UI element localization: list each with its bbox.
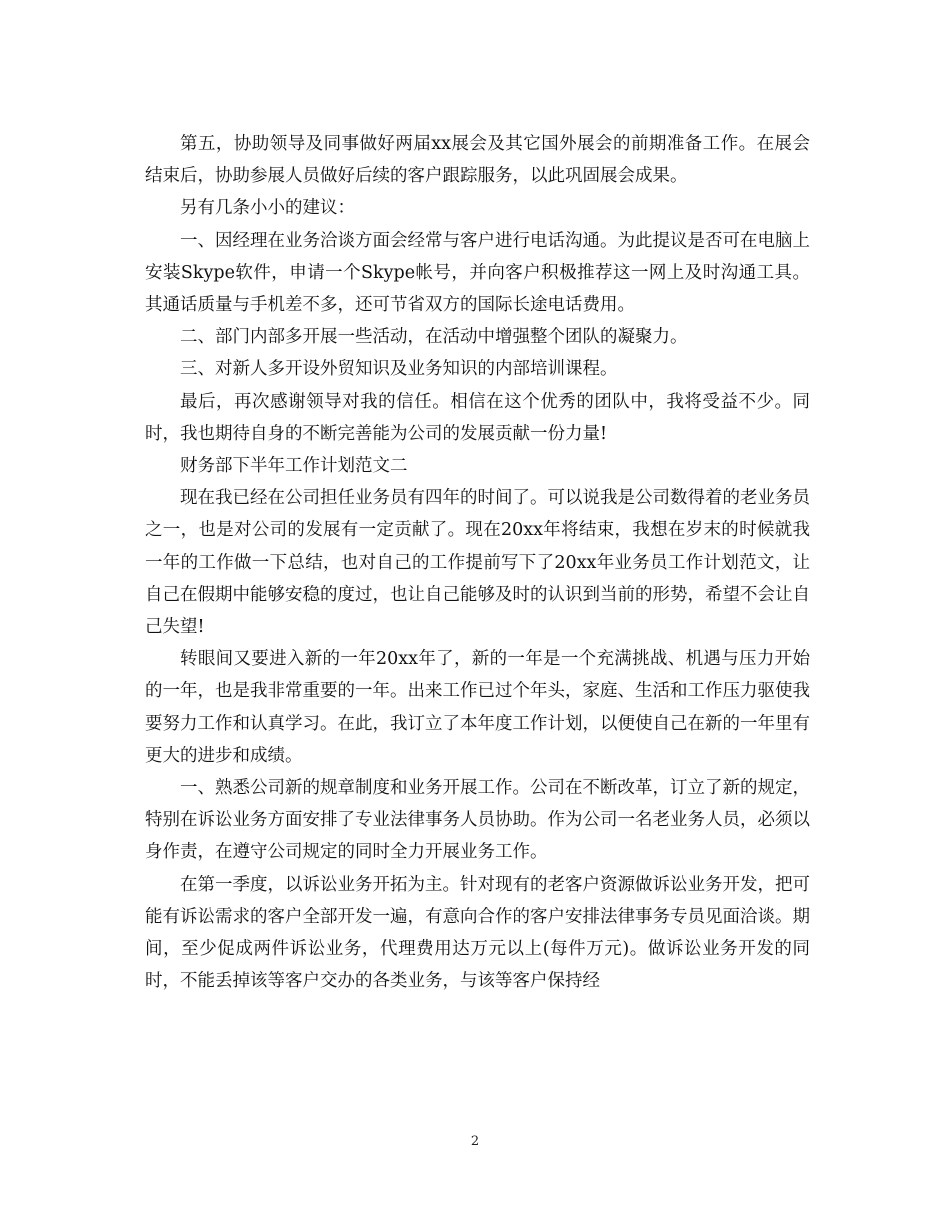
section-heading: 财务部下半年工作计划范文二 [180,456,408,477]
paragraph-4: 二、部门内部多开展一些活动，在活动中增强整个团队的凝聚力。 [180,327,688,348]
paragraph-1: 第五，协助领导及同事做好两届xx展会及其它国外展会的前期准备工作。在展会结束后，协助参展人员做好后续的客户跟踪服务，以此巩固展会成果。 [145,134,810,187]
page-number: 2 [470,1134,480,1149]
paragraph-9: 一、熟悉公司新的规章制度和业务开展工作。公司在不断改革，订立了新的规定，特别在诉讼业务方面安排了专业法律事务人员协助。作为公司一名老业务人员，必须以身作责，在遵守公司规定的同时全力开展业务工作。 [145,778,810,863]
paragraph-6: 最后，再次感谢领导对我的信任。相信在这个优秀的团队中，我将受益不少。同时，我也期待自身的不断完善能为公司的发展贡献一份力量! [145,391,810,444]
paragraph-7: 现在我已经在公司担任业务员有四年的时间了。可以说我是公司数得着的老业务员之一，也是对公司的发展有一定贡献了。现在20xx年将结束，我想在岁末的时候就我一年的工作做一下总结，也对自己的工作提前写下了20xx年业务员工作计划范文，让自己在假期中能够安稳的度过，也让自己能够及时的认识到当前的形势，希望不会让自己失望! [145,488,810,638]
paragraph-2: 另有几条小小的建议： [180,198,355,219]
document-body [145,128,810,997]
paragraph-5: 三、对新人多开设外贸知识及业务知识的内部培训课程。 [180,359,618,380]
paragraph-3: 一、因经理在业务洽谈方面会经常与客户进行电话沟通。为此提议是否可在电脑上安装Skype软件，申请一个Skype帐号，并向客户积极推荐这一网上及时沟通工具。其通话质量与手机差不多，还可节省双方的国际长途电话费用。 [145,230,810,316]
paragraph-10: 在第一季度，以诉讼业务开拓为主。针对现有的老客户资源做诉讼业务开发，把可能有诉讼需求的客户全部开发一遍，有意向合作的客户安排法律事务专员见面洽谈。期间，至少促成两件诉讼业务，代理费用达万元以上(每件万元)。做诉讼业务开发的同时，不能丢掉该等客户交办的各类业务，与该等客户保持经 [145,874,810,992]
paragraph-8: 转眼间又要进入新的一年20xx年了，新的一年是一个充满挑战、机遇与压力开始的一年，也是我非常重要的一年。出来工作已过个年头，家庭、生活和工作压力驱使我要努力工作和认真学习。在此，我订立了本年度工作计划，以便使自己在新的一年里有更大的进步和成绩。 [145,649,810,766]
